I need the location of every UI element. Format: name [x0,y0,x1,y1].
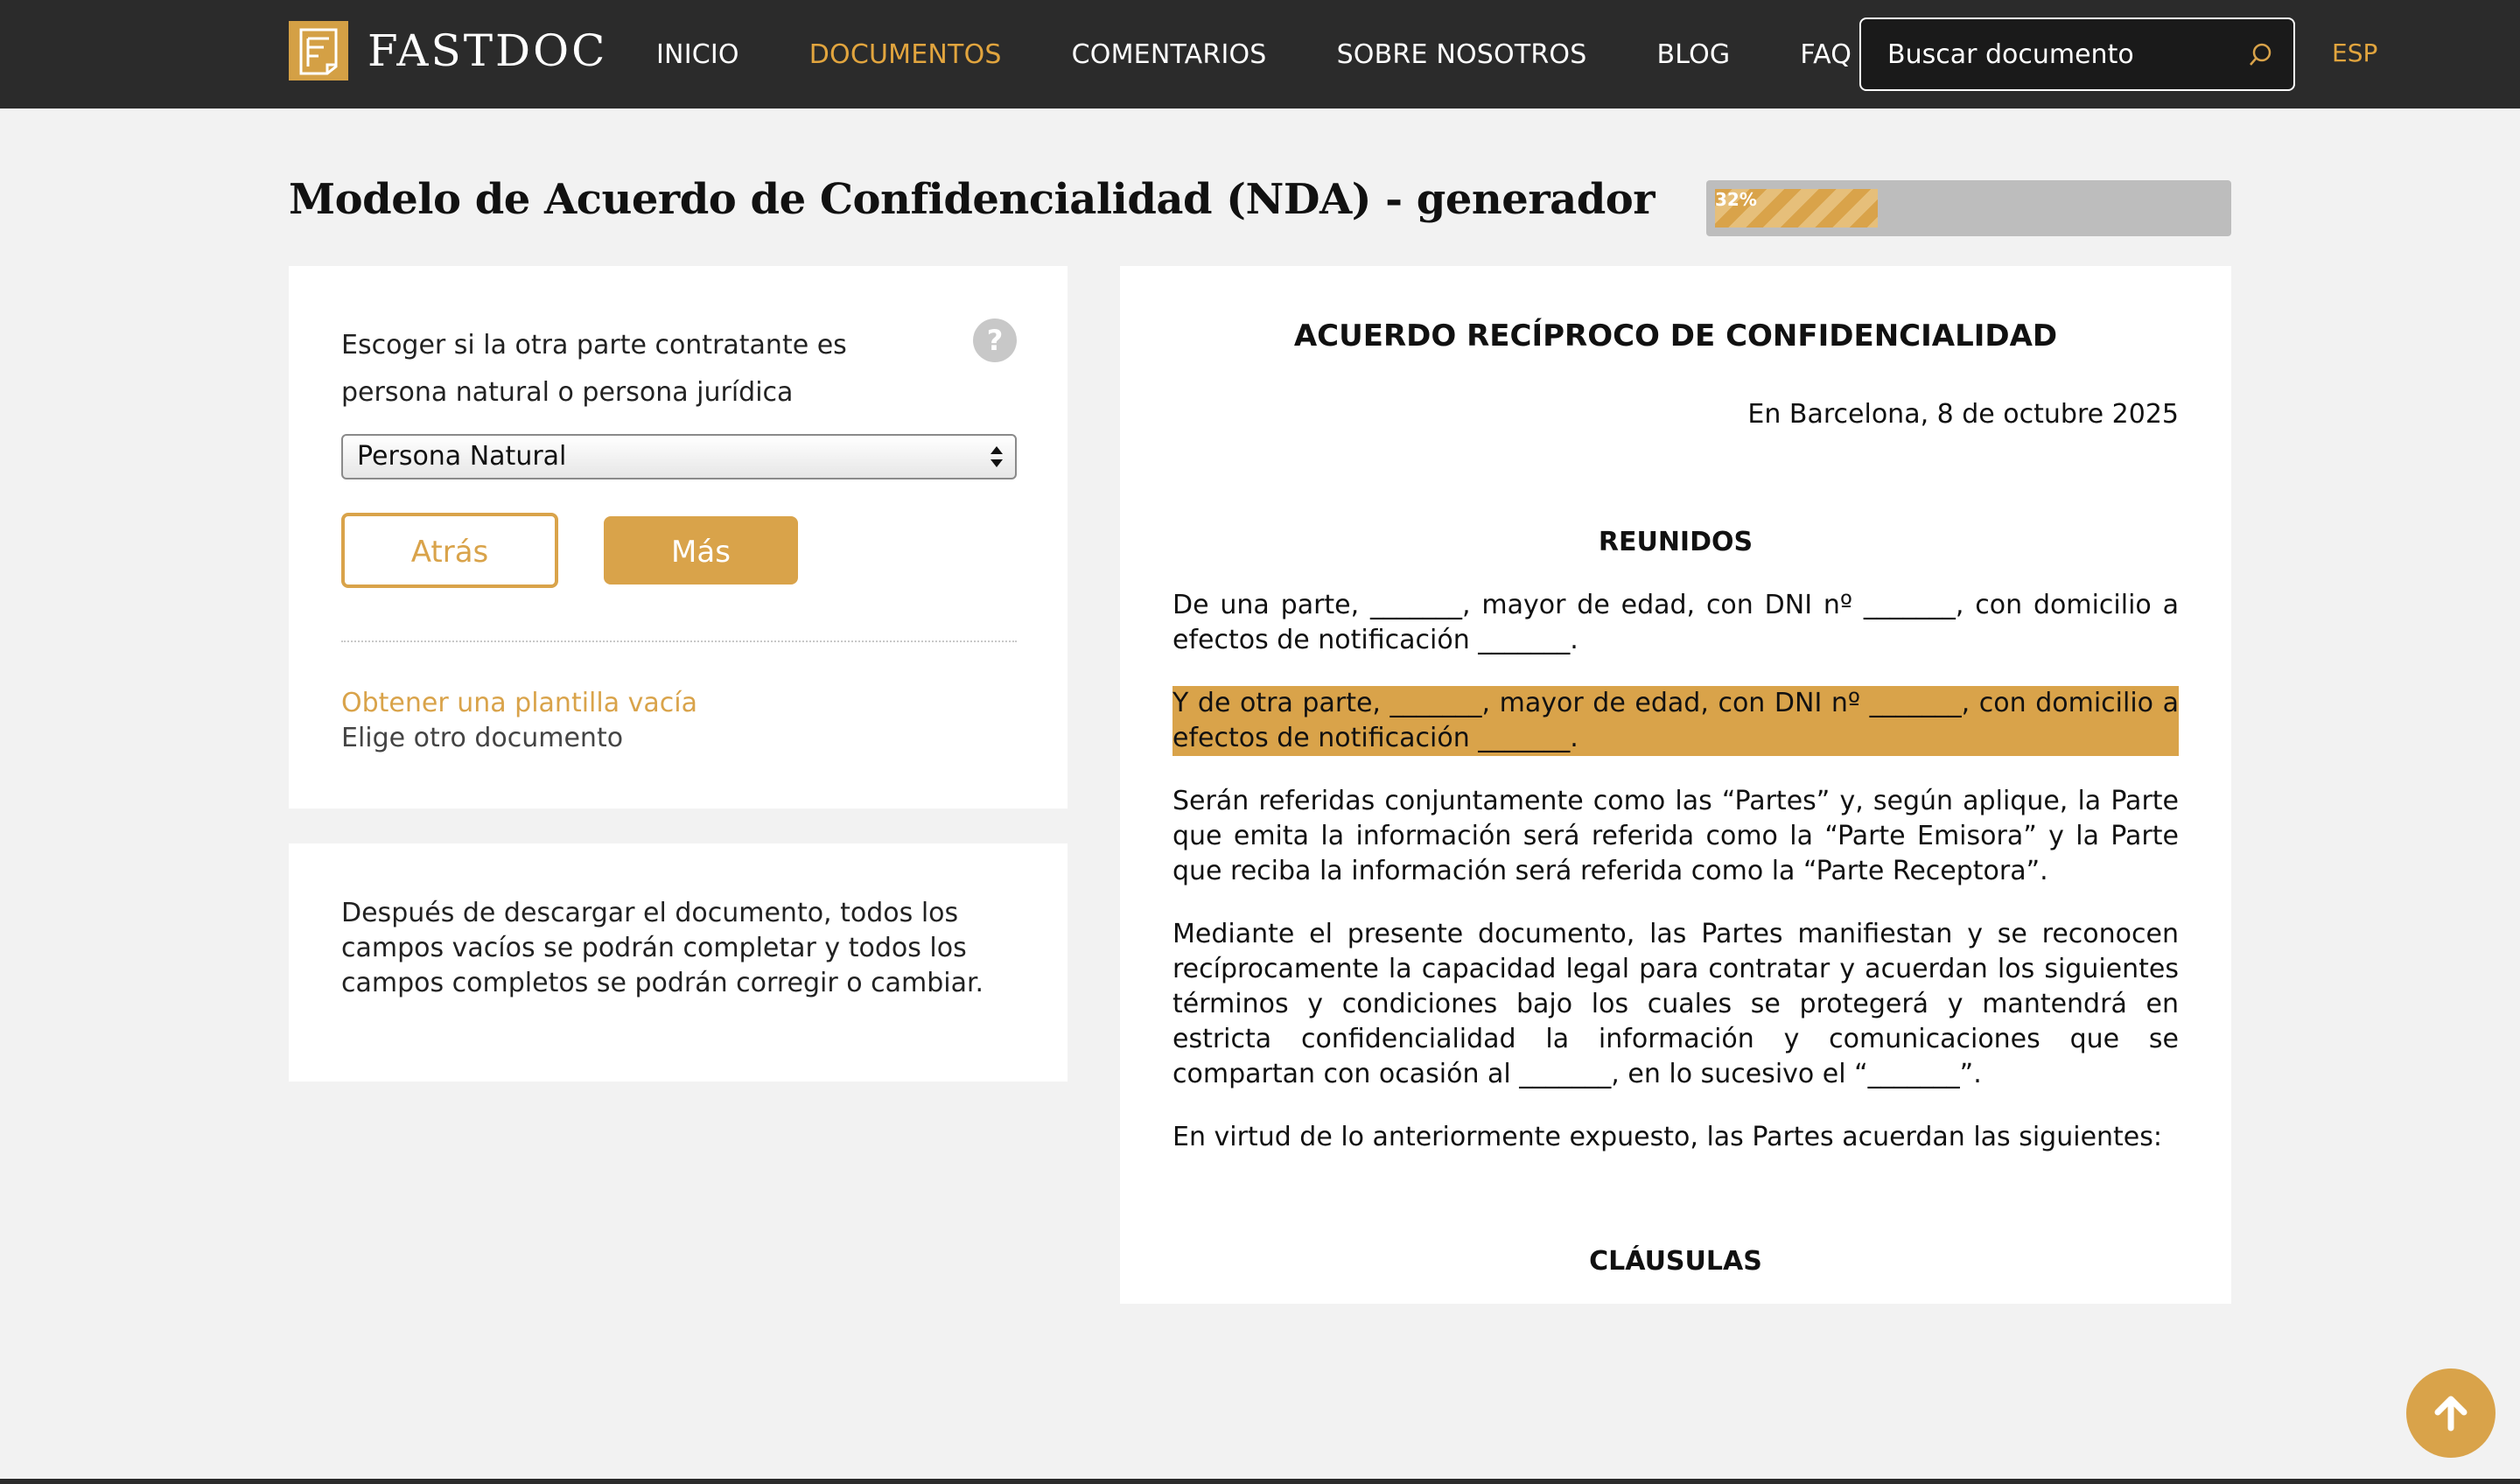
back-button[interactable]: Atrás [341,513,558,588]
top-navbar [0,0,2520,108]
paragraph-parties-definition: Serán referidas conjuntamente como las “Partes” y, según aplique, la Parte que emita la información será referida como la “Parte Emisora” y la Parte que reciba la información será referida como la “Parte Receptora”. [1172,786,2179,886]
blank-template-link[interactable]: Obtener una plantilla vacía [341,688,697,718]
select-value: Persona Natural [357,441,567,472]
document-title: ACUERDO RECÍPROCO DE CONFIDENCIALIDAD [1293,318,2058,354]
logo[interactable] [289,21,607,80]
paragraph-second-party: Y de otra parte, _______, mayor de edad, con DNI nº _______, con domicilio a efectos de notificación _______. [1172,686,2179,756]
nav-comentarios[interactable]: COMENTARIOS [1071,38,1267,70]
search-box [1859,18,2295,91]
search-input[interactable] [1887,39,2229,70]
divider [341,640,1017,642]
question-label: Escoger si la otra parte contratante es persona natural o persona jurídica [341,330,847,408]
next-button[interactable]: Más [604,516,798,584]
paragraph-agreement: Mediante el presente documento, las Partes manifiestan y se reconocen recíprocamente la capacidad legal para contratar y acuerdan los siguientes términos y condiciones bajo los cuales se protegerá y mantendrá en estricta confidencialidad la información y comunicaciones que se compartan con ocasión al _______, en lo sucesivo el “_______”. [1172,919,2179,1089]
nav-inicio[interactable]: INICIO [656,38,739,70]
nav-blog[interactable]: BLOG [1656,38,1731,70]
language-selector[interactable]: ESP [2332,38,2378,67]
scroll-to-top-button[interactable] [2406,1368,2496,1458]
search-icon[interactable] [2246,40,2276,70]
paragraph-first-party: De una parte, _______, mayor de edad, con DNI nº _______, con domicilio a efectos de notificación _______. [1172,590,2179,655]
nav-documentos[interactable]: DOCUMENTOS [808,38,1002,70]
progress-label: 32% [1715,189,1757,210]
paragraph-intro-clauses: En virtud de lo anteriormente expuesto, las Partes acuerdan las siguientes: [1172,1122,2162,1152]
page-title: Modelo de Acuerdo de Confidencialidad (NDA) - generador [289,175,1656,224]
bottom-bar [0,1479,2520,1484]
party-type-select[interactable] [341,434,1017,480]
info-card [289,844,1068,1082]
document-place-date: En Barcelona, 8 de octubre 2025 [1747,399,2179,430]
question-card [289,266,1068,808]
progress-bar [1706,180,2231,236]
document-preview [1120,266,2231,1304]
nav-sobre-nosotros[interactable]: SOBRE NOSOTROS [1336,38,1587,70]
arrow-up-icon [2429,1391,2473,1435]
document-logo-icon [289,21,348,80]
select-arrows-icon [989,443,1004,471]
heading-clausulas: CLÁUSULAS [1589,1246,1762,1277]
other-document-link[interactable]: Elige otro documento [341,723,624,753]
help-icon[interactable]: ? [973,318,1017,362]
nav-faq[interactable]: FAQ [1800,38,1852,70]
main-nav [656,0,1922,108]
heading-reunidos: REUNIDOS [1598,527,1754,557]
info-text: Después de descargar el documento, todos los campos vacíos se podrán completar y todos los campos completos se podrán corregir o cambiar. [341,898,984,998]
logo-text: FASTDOC [368,25,608,76]
